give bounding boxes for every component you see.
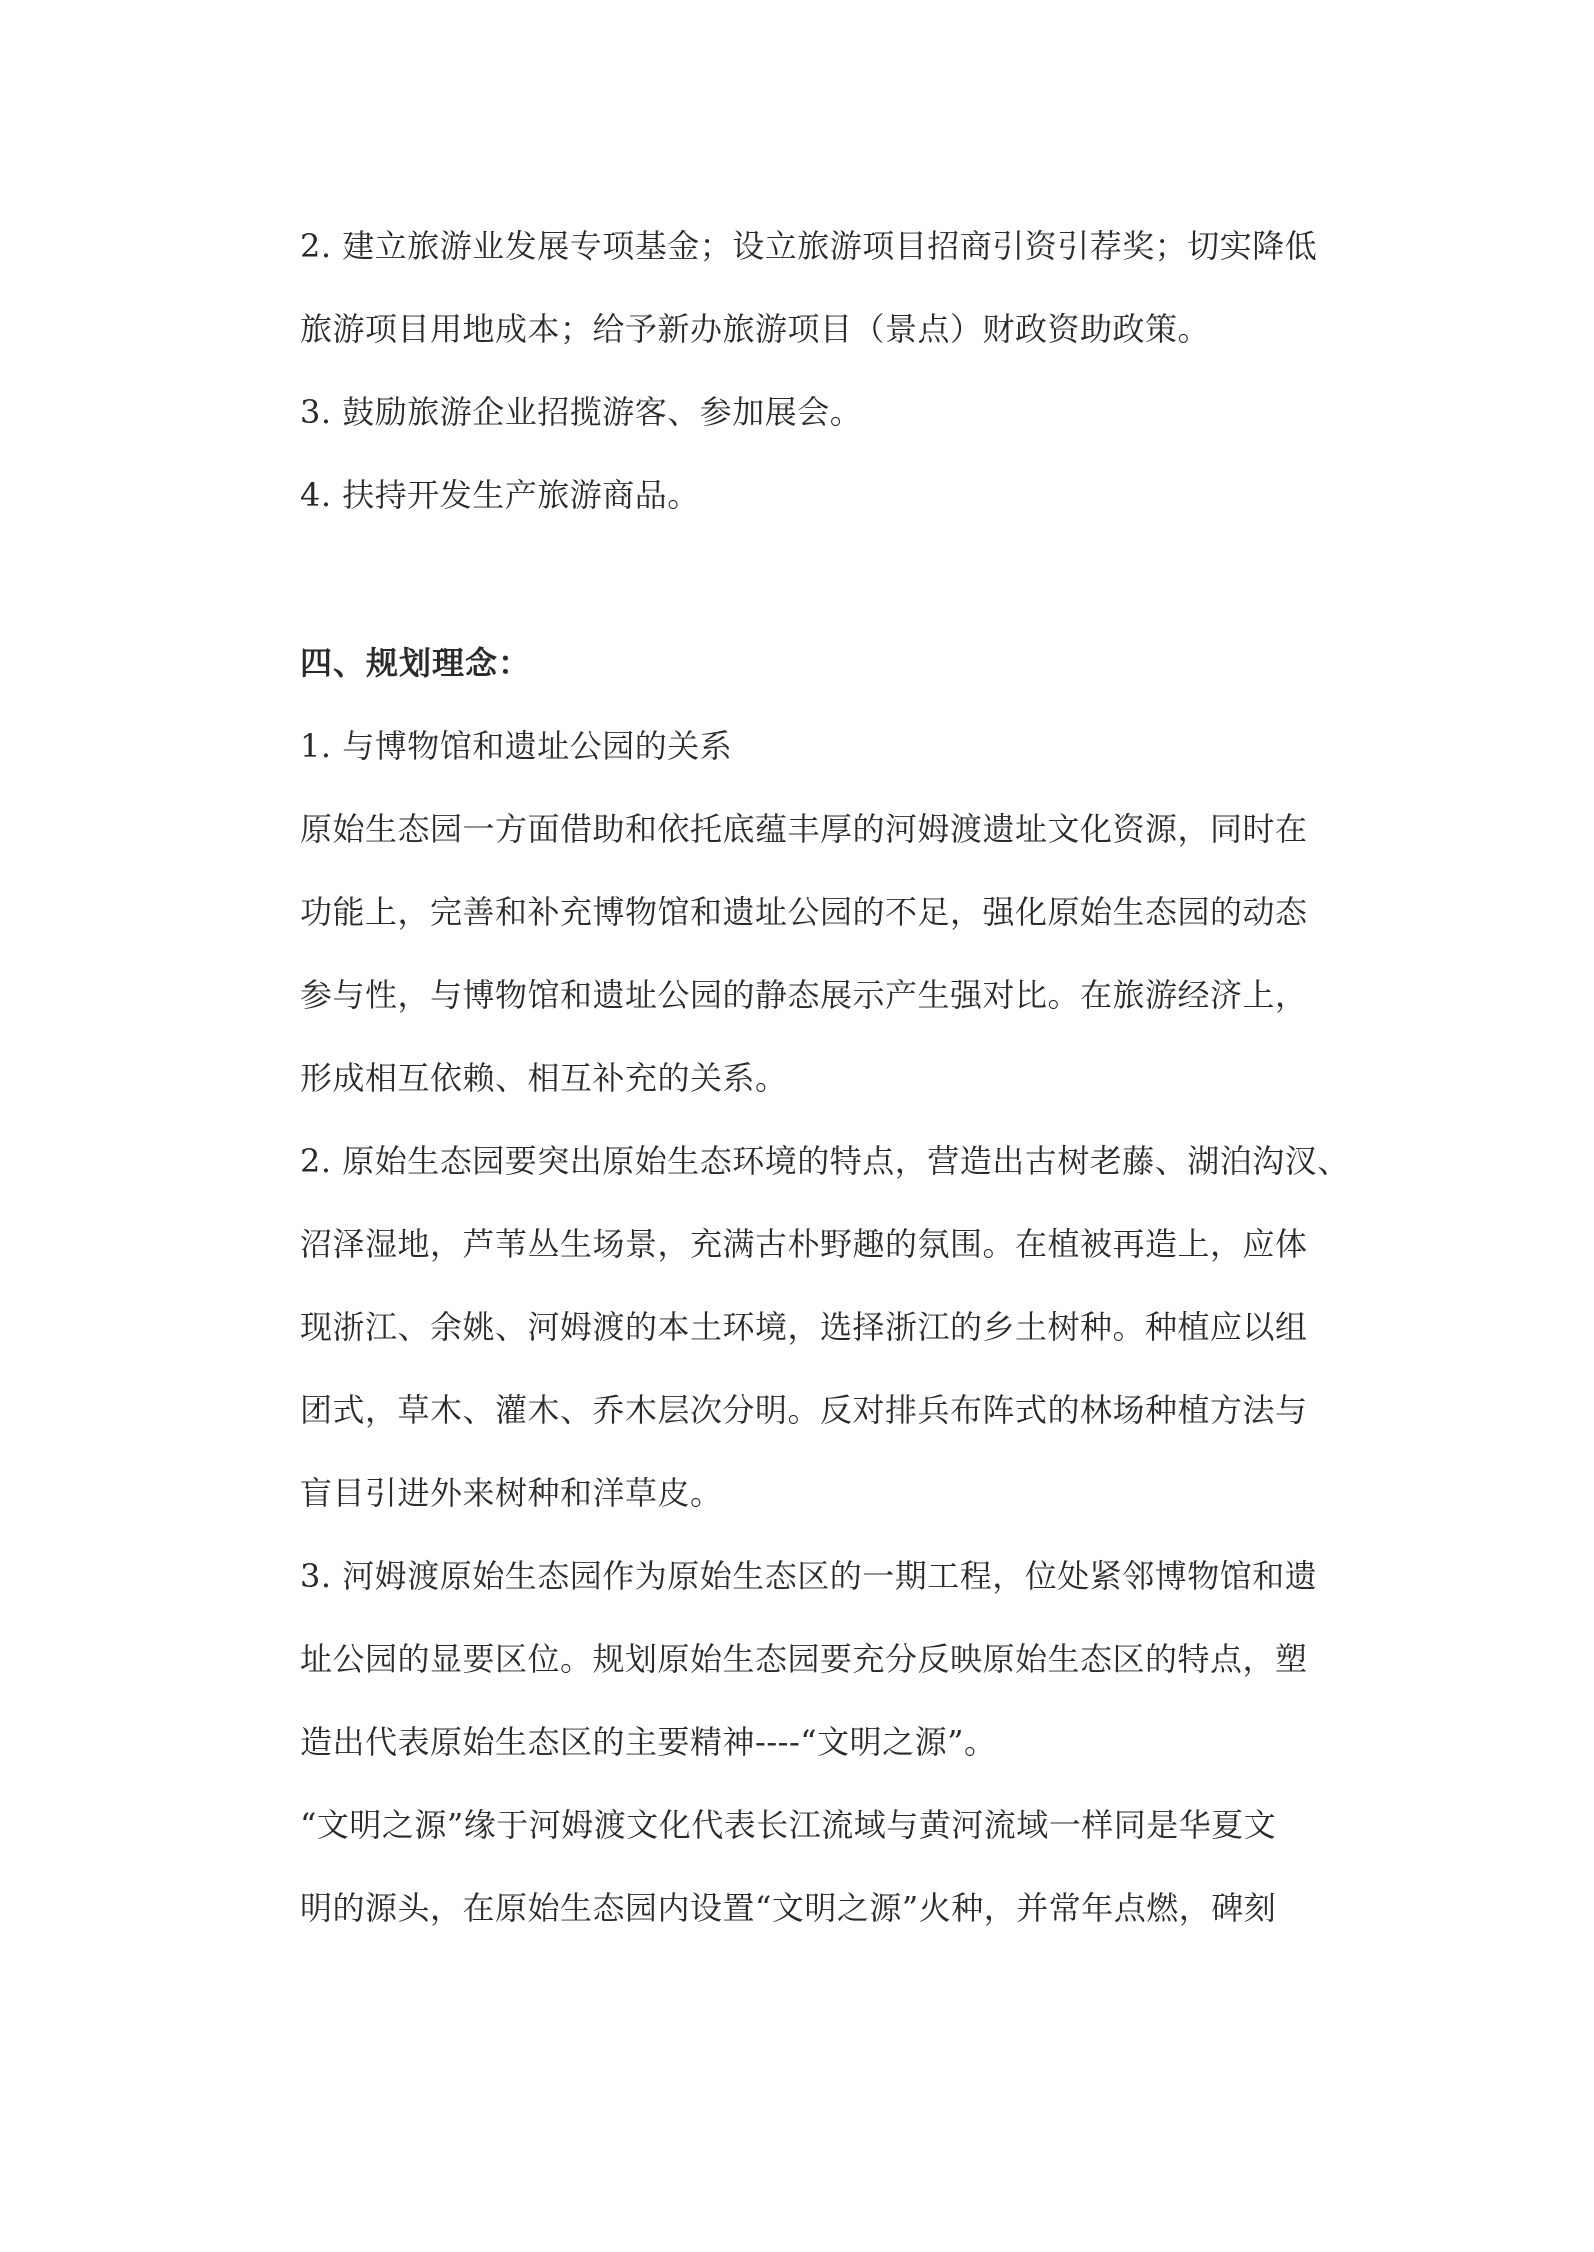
text-line: 功能上，完善和补充博物馆和遗址公园的不足，强化原始生态园的动态 [300,893,1308,931]
concept-section [300,622,1350,1950]
section-heading: 四、规划理念： [300,644,532,682]
text-line: 4. 扶持开发生产旅游商品。 [300,476,700,514]
text-line: 3. 河姆渡原始生态园作为原始生态区的一期工程，位处紧邻博物馆和遗 [300,1557,1318,1595]
text-line: 址公园的显要区位。规划原始生态园要充分反映原始生态区的特点，塑 [300,1640,1308,1678]
subheading-line: 1. 与博物馆和遗址公园的关系 [300,727,733,765]
text-line: 2. 原始生态园要突出原始生态环境的特点，营造出古树老藤、湖泊沟汊、 [300,1142,1350,1180]
text-line: 造出代表原始生态区的主要精神----“文明之源”。 [300,1723,997,1761]
text-line: 原始生态园一方面借助和依托底蕴丰厚的河姆渡遗址文化资源，同时在 [300,810,1308,848]
policy-section [300,205,1318,537]
text-line: 形成相互依赖、相互补充的关系。 [300,1059,788,1097]
text-line: 明的源头，在原始生态园内设置“文明之源”火种，并常年点燃，碑刻 [300,1889,1277,1927]
text-line: 3. 鼓励旅游企业招揽游客、参加展会。 [300,393,863,431]
text-line: 旅游项目用地成本；给予新办旅游项目（景点）财政资助政策。 [300,310,1211,348]
text-line: 2. 建立旅游业发展专项基金；设立旅游项目招商引资引荐奖；切实降低 [300,227,1318,265]
text-line: 团式，草木、灌木、乔木层次分明。反对排兵布阵式的林场种植方法与 [300,1391,1308,1429]
text-line: 沼泽湿地，芦苇丛生场景，充满古朴野趣的氛围。在植被再造上，应体 [300,1225,1308,1263]
text-line: 参与性，与博物馆和遗址公园的静态展示产生强对比。在旅游经济上， [300,976,1308,1014]
text-line: 现浙江、余姚、河姆渡的本土环境，选择浙江的乡土树种。种植应以组 [300,1308,1308,1346]
text-line: “文明之源”缘于河姆渡文化代表长江流域与黄河流域一样同是华夏文 [300,1806,1277,1844]
text-line: 盲目引进外来树种和洋草皮。 [300,1474,723,1512]
